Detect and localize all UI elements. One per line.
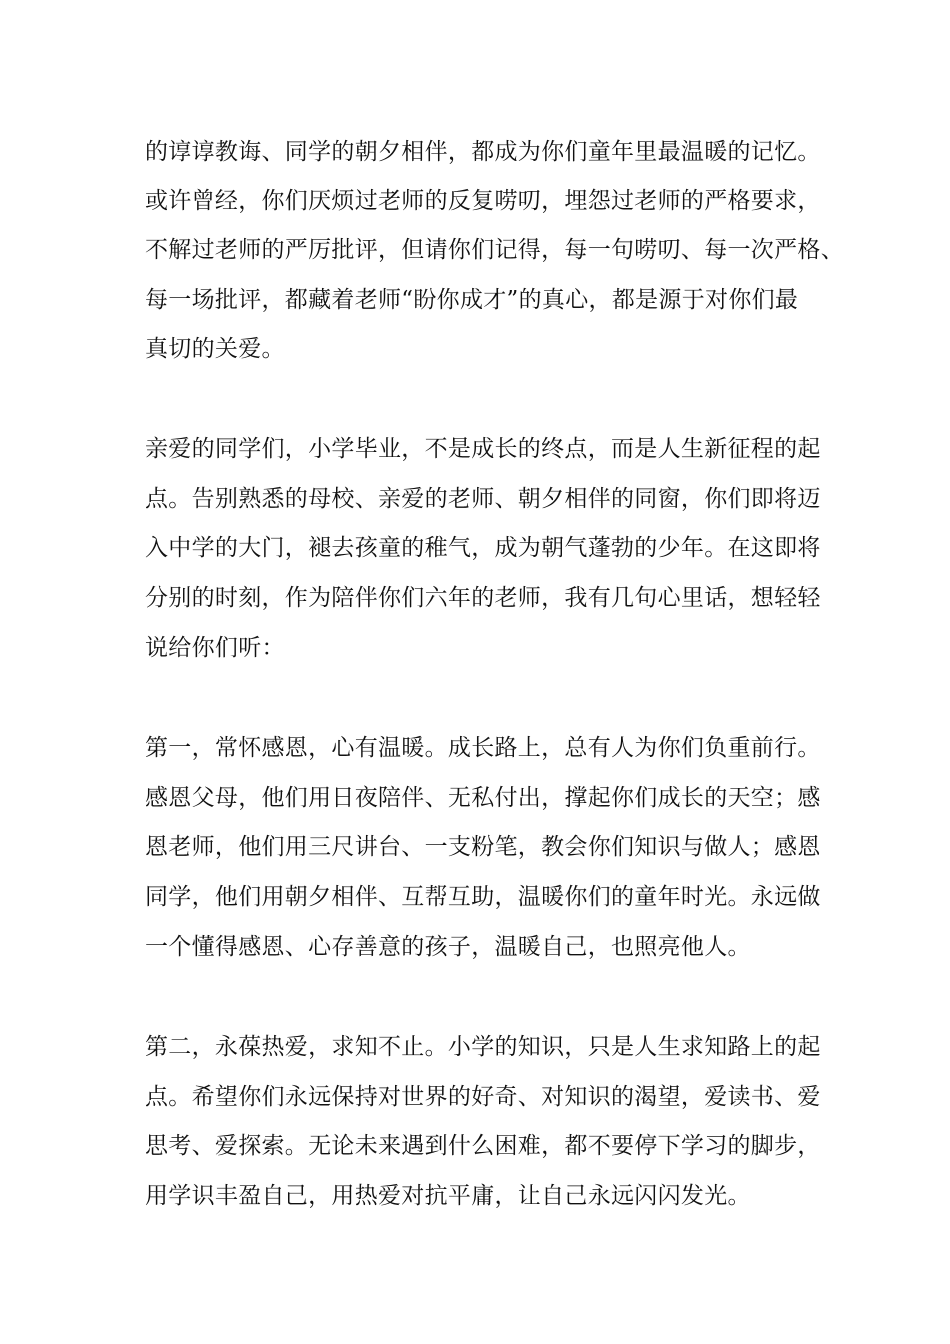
text-line: 不解过老师的严厉批评，但请你们记得，每一句唠叨、每一次严格、 xyxy=(145,237,844,263)
text-line: 亲爱的同学们，小学毕业，不是成长的终点，而是人生新征程的起 xyxy=(145,436,821,462)
text-line: 或许曾经，你们厌烦过老师的反复唠叨，埋怨过老师的严格要求， xyxy=(145,188,821,214)
text-line: 第一，常怀感恩，心有温暖。成长路上，总有人为你们负重前行。 xyxy=(145,735,821,761)
text-line: 的谆谆教诲、同学的朝夕相伴，都成为你们童年里最温暖的记忆。 xyxy=(145,139,821,165)
text-line: 入中学的大门，褪去孩童的稚气，成为朝气蓬勃的少年。在这即将 xyxy=(145,535,821,561)
text-line: 每一场批评，都藏着老师“盼你成才”的真心，都是源于对你们最 xyxy=(145,287,799,313)
text-line: 感恩父母，他们用日夜陪伴、无私付出，撑起你们成长的天空；感 xyxy=(145,785,821,811)
text-line: 恩老师，他们用三尺讲台、一支粉笔，教会你们知识与做人；感恩 xyxy=(145,834,821,860)
text-line: 点。希望你们永远保持对世界的好奇、对知识的渴望，爱读书、爱 xyxy=(145,1084,821,1110)
text-line: 第二，永葆热爱，求知不止。小学的知识，只是人生求知路上的起 xyxy=(145,1034,821,1060)
text-line: 用学识丰盈自己，用热爱对抗平庸，让自己永远闪闪发光。 xyxy=(145,1183,751,1209)
text-line: 点。告别熟悉的母校、亲爱的老师、朝夕相伴的同窗，你们即将迈 xyxy=(145,486,821,512)
text-line: 说给你们听： xyxy=(145,635,285,661)
text-line: 分别的时刻，作为陪伴你们六年的老师，我有几句心里话，想轻轻 xyxy=(145,585,821,611)
text-line: 真切的关爱。 xyxy=(145,336,285,362)
text-line: 一个懂得感恩、心存善意的孩子，温暖自己，也照亮他人。 xyxy=(145,934,751,960)
text-line: 思考、爱探索。无论未来遇到什么困难，都不要停下学习的脚步， xyxy=(145,1133,821,1159)
text-line: 同学，他们用朝夕相伴、互帮互助，温暖你们的童年时光。永远做 xyxy=(145,884,821,910)
